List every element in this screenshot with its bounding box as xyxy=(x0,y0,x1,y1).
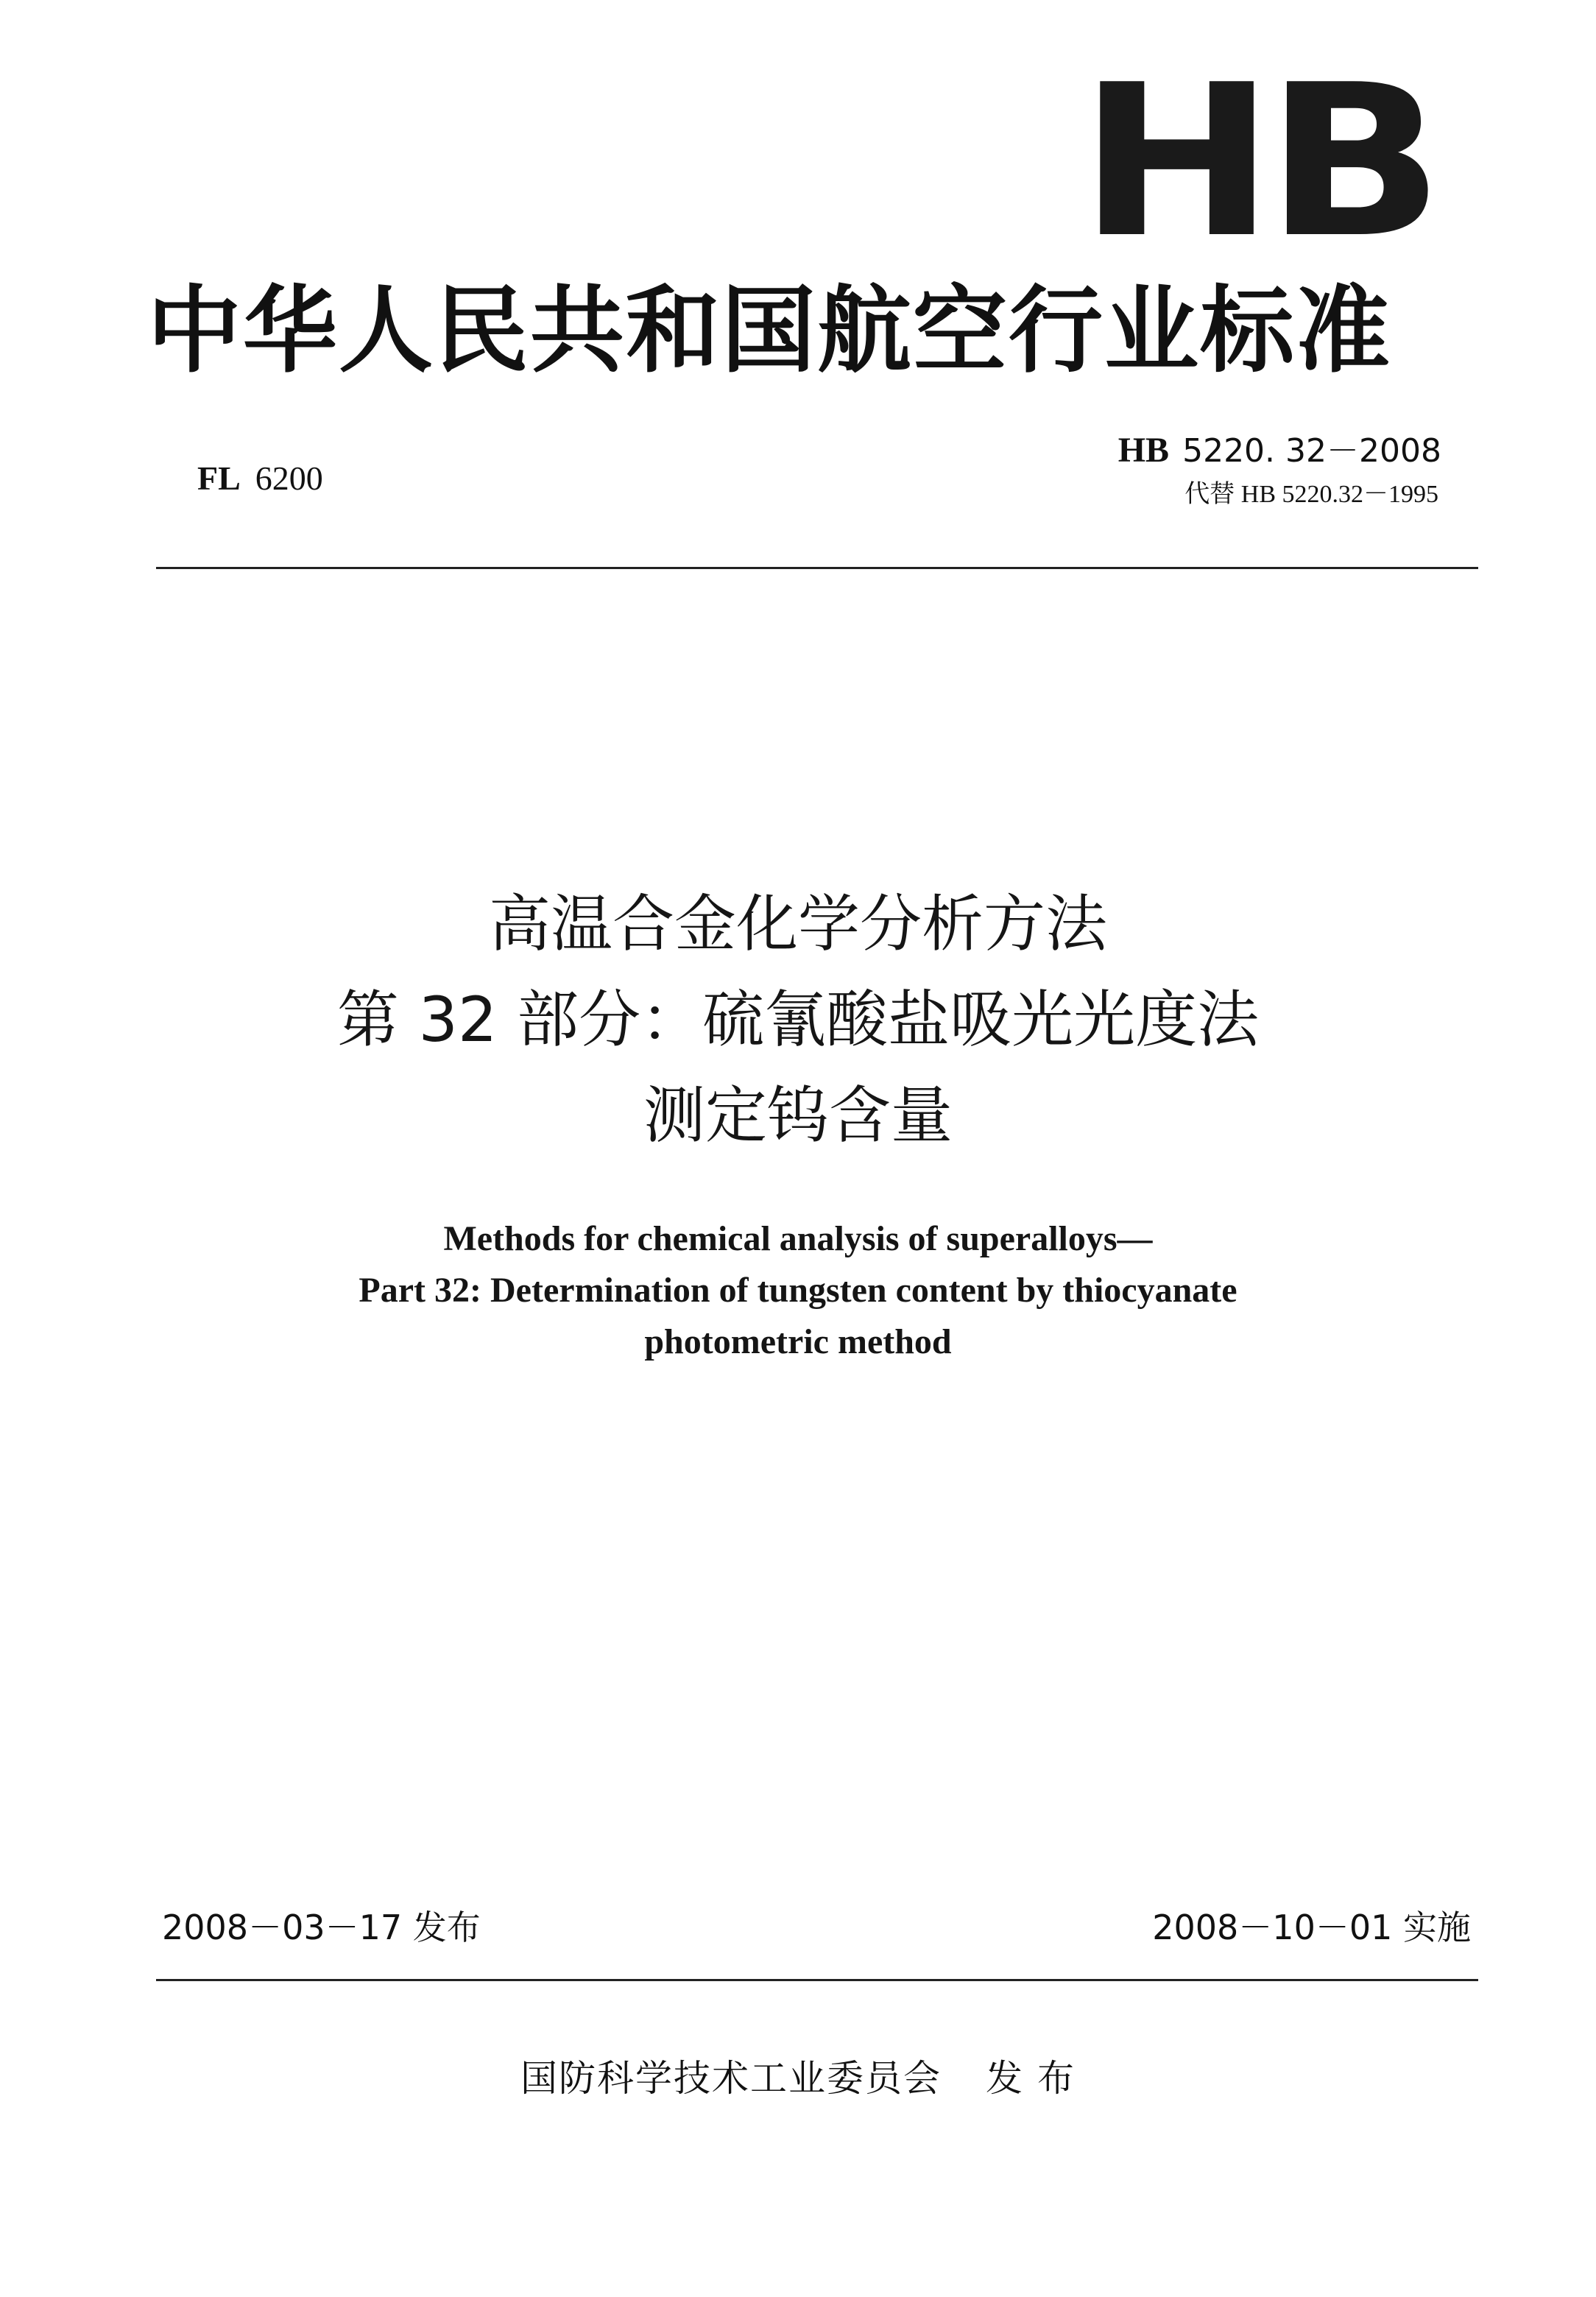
classification-number: 6200 xyxy=(255,459,323,497)
header-divider xyxy=(156,567,1478,569)
chinese-title-line-3: 测定钨含量 xyxy=(643,1079,953,1151)
publisher xyxy=(0,2053,1596,2104)
standard-number-value: 5220. 32－2008 xyxy=(1182,432,1441,470)
replaces-standard: 代替 HB 5220.32－1995 xyxy=(1184,481,1438,508)
classification-prefix: FL xyxy=(197,459,241,497)
footer-divider xyxy=(156,1979,1478,1981)
implementation-date: 2008－10－01 实施 xyxy=(1152,1908,1471,1947)
standard-title: 中华人民共和国航空行业标准 xyxy=(147,276,1392,386)
english-title-line-1: Methods for chemical analysis of superalloys— xyxy=(443,1219,1153,1258)
publisher-action: 发 布 xyxy=(986,2057,1076,2100)
chinese-title-line-1: 高温合金化学分析方法 xyxy=(488,888,1107,960)
standard-number xyxy=(1118,428,1441,473)
classification-code xyxy=(197,458,323,499)
chinese-title-line-2: 第 32 部分：硫氰酸盐吸光光度法 xyxy=(336,984,1260,1056)
english-title-line-3: photometric method xyxy=(644,1322,952,1361)
issue-date: 2008－03－17 发布 xyxy=(162,1908,481,1947)
hb-logo: HB xyxy=(1078,40,1435,284)
publisher-name: 国防科学技术工业委员会 xyxy=(520,2057,942,2100)
english-title-line-2: Part 32: Determination of tungsten content by thiocyanate xyxy=(359,1271,1237,1310)
standard-number-prefix: HB xyxy=(1117,431,1170,470)
